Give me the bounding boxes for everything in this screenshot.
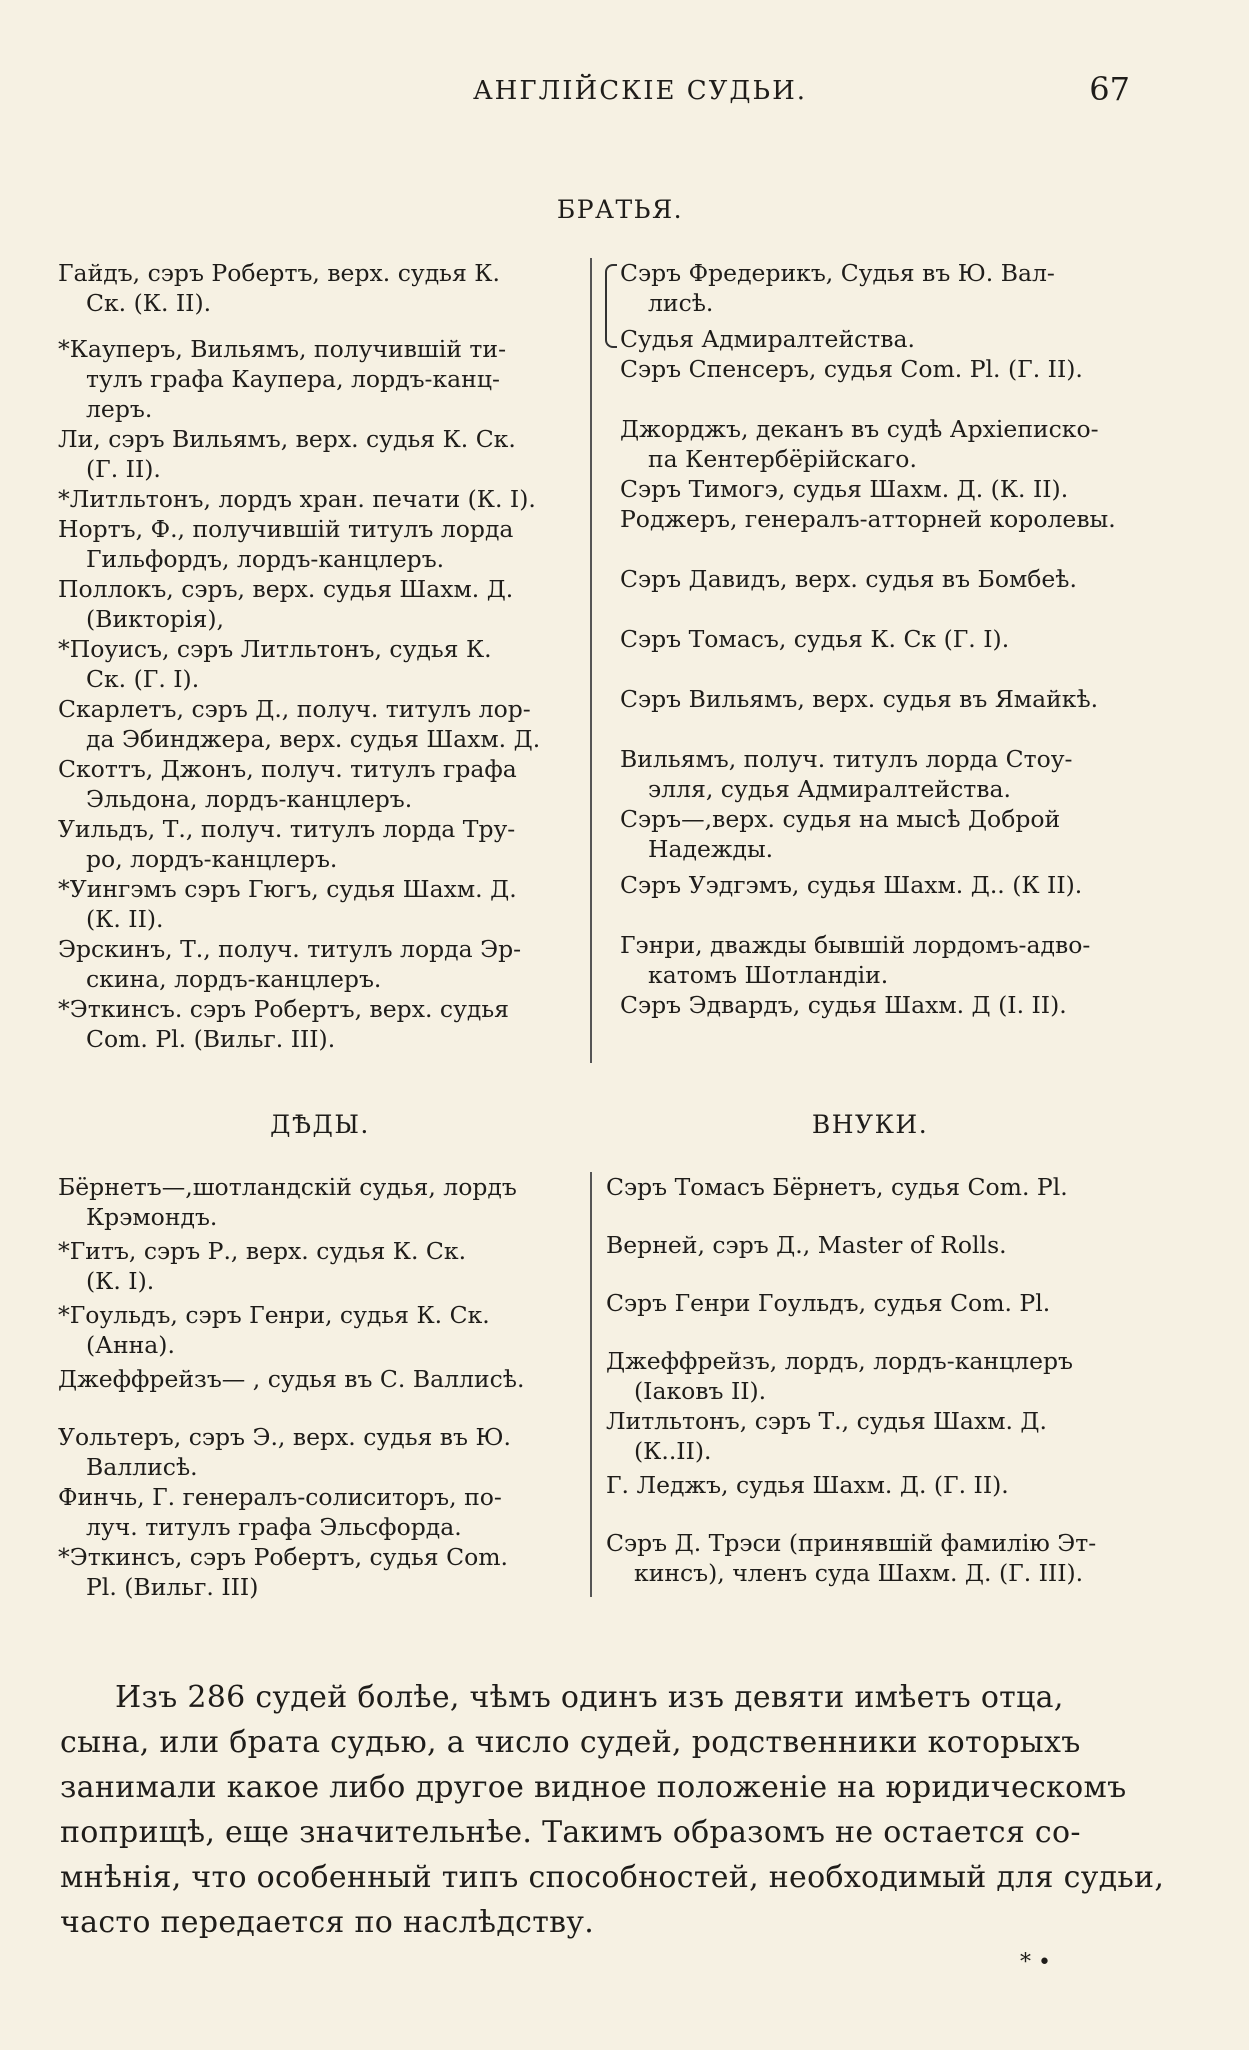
entry-line: Уильдъ, Т., получ. титулъ лорда Тру- (58, 815, 516, 843)
entry (606, 1346, 1146, 1406)
paragraph-line: часто передается по наслѣдству. (60, 1905, 595, 1940)
entry-line: Валлисѣ. (86, 1453, 198, 1481)
entry (58, 574, 578, 634)
entry (58, 1482, 578, 1542)
entry-line: луч. титулъ графа Эльсфорда. (86, 1513, 462, 1541)
entry (58, 814, 578, 874)
entry-line: *Уингэмъ сэръ Гюгъ, судья Шахм. Д. (58, 875, 517, 903)
entry-line: Бёрнетъ—,шотландскій судья, лордъ (58, 1173, 517, 1201)
entry (620, 414, 1140, 474)
bracket-mark (605, 264, 617, 348)
running-head (60, 70, 1130, 110)
entry-line: (К. II). (86, 905, 164, 933)
entry-line: (Г. II). (86, 455, 161, 483)
entry (58, 1422, 578, 1482)
entry-line: *Литльтонъ, лордъ хран. печати (К. I). (58, 485, 536, 513)
entry-line: Джеффрейзъ— , судья въ С. Валлисѣ. (58, 1365, 525, 1393)
entry (58, 634, 578, 694)
entry-line: Джеффрейзъ, лордъ, лордъ-канцлеръ (606, 1347, 1074, 1375)
entry-line: Скарлетъ, сэръ Д., получ. титулъ лор- (58, 695, 531, 723)
entry-line: кинсъ), членъ суда Шахм. Д. (Г. III). (634, 1559, 1084, 1587)
entry-line: Com. Pl. (Вильг. III). (86, 1025, 336, 1053)
brothers-left-column (58, 258, 578, 1054)
entry-line: Финчь, Г. генералъ-солиситоръ, по- (58, 1483, 502, 1511)
entry-line: Гильфордъ, лордъ-канцлеръ. (86, 545, 445, 573)
entry (58, 994, 578, 1054)
entry (58, 694, 578, 754)
entry (58, 258, 578, 318)
entry-line: Сэръ Фредерикъ, Судья въ Ю. Вал- (620, 259, 1055, 287)
entry-line: *Кауперъ, Вильямъ, получившій ти- (58, 335, 507, 363)
entry-line: Сэръ Тимогэ, судья Шахм. Д. (К. II). (620, 475, 1069, 503)
entry (620, 258, 1140, 318)
column-rule (590, 258, 592, 1063)
entry (620, 744, 1140, 804)
entry (58, 484, 578, 514)
entry-line: Крэмондъ. (86, 1203, 218, 1231)
entry-line: катомъ Шотландіи. (648, 961, 889, 989)
entry-line: (К..II). (634, 1437, 712, 1465)
page-number: 67 (1089, 70, 1130, 108)
entry-line: Эльдона, лордъ-канцлеръ. (86, 785, 413, 813)
entry-line: Сэръ Томасъ Бёрнетъ, судья Com. Pl. (606, 1173, 1068, 1201)
entry-line: Ск. (Г. I). (86, 665, 200, 693)
entry (606, 1470, 1146, 1500)
entry (606, 1230, 1146, 1260)
entry-line: элля, судья Адмиралтейства. (648, 775, 1011, 803)
entry (620, 684, 1140, 714)
entry (606, 1172, 1146, 1202)
column-rule (590, 1172, 592, 1597)
paragraph-line: Изъ 286 судей болѣе, чѣмъ одинъ изъ девяти имѣетъ отца, (115, 1680, 1064, 1715)
entry (58, 874, 578, 934)
entry-line: Роджеръ, генералъ-атторней королевы. (620, 505, 1116, 533)
entry (606, 1288, 1146, 1318)
entry (620, 804, 1140, 864)
entry (620, 504, 1140, 534)
entry (58, 754, 578, 814)
entry (58, 1300, 578, 1360)
entry (620, 354, 1140, 384)
entry (620, 990, 1140, 1020)
entry-line: Верней, сэръ Д., Master of Rolls. (606, 1231, 1007, 1259)
entry-line: Ск. (К. II). (86, 289, 212, 317)
entry-line: Уольтеръ, сэръ Э., верх. судья въ Ю. (58, 1423, 511, 1451)
entry-line: Сэръ Генри Гоульдъ, судья Com. Pl. (606, 1289, 1051, 1317)
brothers-right-column (620, 258, 1140, 1020)
entry-line: *Эткинсъ, сэръ Робертъ, судья Com. (58, 1543, 508, 1571)
entry (58, 424, 578, 484)
entry-line: Сэръ Спенсеръ, судья Com. Pl. (Г. II). (620, 355, 1083, 383)
entry-line: Гэнри, дважды бывшій лордомъ-адво- (620, 931, 1091, 959)
brothers-heading: БРАТЬЯ. (556, 195, 684, 224)
entry-line: Гайдъ, сэръ Робертъ, верх. судья К. (58, 259, 500, 287)
ornament-mark: * • (1020, 1950, 1051, 1975)
entry-line: Надежды. (648, 835, 774, 863)
entry (620, 870, 1140, 900)
entry-line: *Поуисъ, сэръ Литльтонъ, судья К. (58, 635, 492, 663)
entry (58, 934, 578, 994)
entry-line: да Эбинджера, верх. судья Шахм. Д. (86, 725, 541, 753)
entry-line: тулъ графа Каупера, лордъ-канц- (86, 365, 500, 393)
running-title: АНГЛІЙСКІЕ СУДЬИ. (472, 76, 808, 106)
entry-line: (Іаковъ II). (634, 1377, 767, 1405)
entry-line: Скоттъ, Джонъ, получ. титулъ графа (58, 755, 517, 783)
entry-line: Нортъ, Ф., получившій титулъ лорда (58, 515, 514, 543)
entry-line: скина, лордъ-канцлеръ. (86, 965, 382, 993)
entry (620, 474, 1140, 504)
entry-line: Ли, сэръ Вильямъ, верх. судья К. Ск. (58, 425, 516, 453)
entry-line: Джорджъ, деканъ въ судѣ Архіеписко- (620, 415, 1099, 443)
entry (620, 624, 1140, 654)
entry-line: Сэръ Вильямъ, верх. судья въ Ямайкѣ. (620, 685, 1099, 713)
entry (58, 1172, 578, 1232)
entry (620, 564, 1140, 594)
paragraph-line: поприщѣ, еще значительнѣе. Такимъ образомъ не остается со- (60, 1815, 1081, 1850)
entry-line: (Анна). (86, 1331, 175, 1359)
grandfathers-heading: ДѢДЫ. (270, 1110, 370, 1139)
paragraph-line: мнѣнія, что особенный типъ способностей, необходимый для судьи, (60, 1860, 1165, 1895)
entry-line: Эрскинъ, Т., получ. титулъ лорда Эр- (58, 935, 522, 963)
entry-line: па Кентербёрійскаго. (648, 445, 917, 473)
entry (620, 324, 1140, 354)
entry-line: Г. Леджъ, судья Шахм. Д. (Г. II). (606, 1471, 1009, 1499)
paragraph-line: занимали какое либо другое видное положеніе на юридическомъ (60, 1770, 1127, 1805)
entry (58, 334, 578, 424)
entry-line: Сэръ Эдвардъ, судья Шахм. Д (I. II). (620, 991, 1067, 1019)
entry-line: Сэръ Давидъ, верх. судья въ Бомбеѣ. (620, 565, 1077, 593)
entry-line: *Гоульдъ, сэръ Генри, судья К. Ск. (58, 1301, 490, 1329)
entry (606, 1528, 1146, 1588)
entry-line: леръ. (86, 395, 153, 423)
entry (58, 1236, 578, 1296)
grandsons-heading: ВНУКИ. (811, 1110, 929, 1139)
entry-line: ро, лордъ-канцлеръ. (86, 845, 338, 873)
entry (58, 1364, 578, 1394)
entry-line: лисѣ. (648, 289, 714, 317)
entry-line: Литльтонъ, сэръ Т., судья Шахм. Д. (606, 1407, 1047, 1435)
entry-line: Вильямъ, получ. титулъ лорда Стоу- (620, 745, 1073, 773)
entry-line: *Эткинсъ. сэръ Робертъ, верх. судья (58, 995, 509, 1023)
grandsons-column (606, 1172, 1146, 1588)
entry-line: Pl. (Вильг. III) (86, 1573, 259, 1601)
entry (620, 930, 1140, 990)
entry-line: Поллокъ, сэръ, верх. судья Шахм. Д. (58, 575, 514, 603)
entry-line: (Викторія), (86, 605, 224, 633)
entry-line: Сэръ Уэдгэмъ, судья Шахм. Д.. (К II). (620, 871, 1083, 899)
entry (606, 1406, 1146, 1466)
entry-line: (К. I). (86, 1267, 155, 1295)
entry (58, 514, 578, 574)
entry-line: *Гитъ, сэръ Р., верх. судья К. Ск. (58, 1237, 467, 1265)
entry-line: Сэръ—,верх. судья на мысѣ Доброй (620, 805, 1061, 833)
entry-line: Сэръ Томасъ, судья К. Ск (Г. I). (620, 625, 1010, 653)
entry (58, 1542, 578, 1602)
grandfathers-column (58, 1172, 578, 1602)
entry-line: Сэръ Д. Трэси (принявшій фамилію Эт- (606, 1529, 1097, 1557)
entry-line: Судья Адмиралтейства. (620, 325, 916, 353)
paragraph-line: сына, или брата судью, а число судей, родственники которыхъ (60, 1725, 1081, 1760)
